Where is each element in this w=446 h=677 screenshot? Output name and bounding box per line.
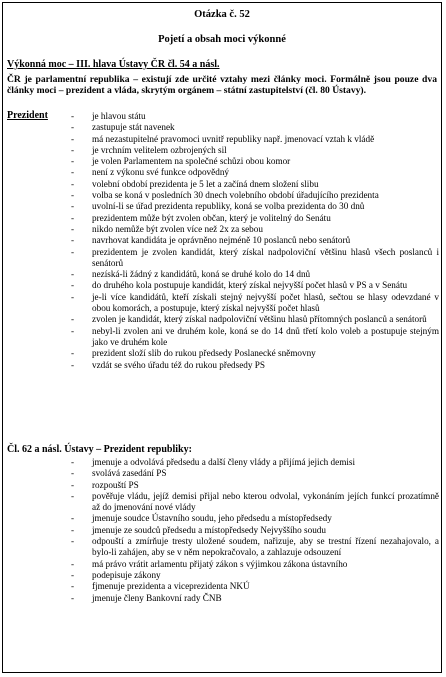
list-item-text: nikdo nemůže být zvolen více než 2x za sebou (92, 223, 263, 234)
bullet-dash: - (71, 111, 75, 121)
bullet-dash: - (71, 144, 75, 155)
list-item (3, 247, 443, 270)
bullet-dash: - (71, 178, 75, 189)
list-item-text: fjmenuje prezidenta a viceprezidenta NKÚ (92, 581, 250, 592)
bullet-dash: - (71, 536, 75, 547)
section-heading (7, 59, 220, 70)
list-item-text: zvolen je kandidát, který získal nadpoloviční většinu hlasů přítomných poslanců a senátorů (92, 314, 427, 325)
list-item-text: uvolní-li se úřad prezidenta republiky, koná se volba prezidenta do 30 dnů (92, 201, 365, 212)
list-item (3, 179, 443, 190)
list-item-text: vzdát se svého úřadu též do rukou předsedy PS (92, 359, 265, 370)
list-item-text: je hlavou státu (92, 111, 146, 121)
list-item-text: volba se koná v posledních 30 dnech volebního období úřadujícího prezidenta (92, 190, 379, 201)
list-item (3, 326, 443, 349)
list-item (3, 581, 443, 592)
list-item-text: prezident složí slib do rukou předsedy Poslanecké sněmovny (92, 348, 316, 359)
list-item-text: rozpouští PS (92, 479, 139, 490)
bullet-dash: - (71, 291, 75, 302)
president-label: Prezident (7, 110, 48, 121)
list-item-text: není z výkonu své funkce odpovědný (92, 167, 230, 178)
bullet-dash: - (71, 490, 75, 501)
bullet-dash: - (71, 569, 75, 580)
list-item (3, 167, 443, 178)
bullet-dash: - (71, 212, 75, 223)
bullet-dash: - (71, 479, 75, 490)
list-item-text: nebyl-li zvolen ani ve druhém kole, koná se do 14 dnů třetí kolo voleb a postupuje stejným jako ve druhém kole (92, 325, 439, 347)
bullet-dash: - (71, 201, 75, 212)
list-item-text: do druhého kola postupuje kandidát, který získal nejvyšší počet hlasů v PS a v Senátu (92, 280, 408, 291)
bullet-dash: - (71, 359, 75, 370)
bullet-dash: - (71, 156, 75, 167)
bullet-dash: - (71, 133, 75, 144)
list-item (3, 213, 443, 224)
section-heading-text: Výkonná moc – III. hlava Ústavy ČR čl. 54 a násl. (7, 59, 220, 70)
powers-list (3, 457, 443, 604)
bullet-dash: - (71, 235, 75, 246)
list-item-text: odpouští a zmírňuje tresty uložené soudem, nařizuje, aby se trestní řízení nezahajovalo, a bylo-li zahájen, aby se v něm nepokračovalo, a zahlazuje odsouzení (92, 536, 439, 558)
bullet-dash: - (71, 513, 75, 524)
bullet-dash: - (71, 223, 75, 234)
list-item-text: zastupuje stát navenek (92, 122, 175, 133)
list-item (3, 269, 443, 280)
list-item (3, 111, 443, 122)
list-item-text: jmenuje členy Bankovní rady ČNB (92, 592, 222, 603)
list-item-text: nezíská-li žádný z kandidátů, koná se druhé kolo do 14 dnů (92, 269, 311, 280)
question-number: Otázka č. 52 (194, 9, 250, 20)
list-item (3, 491, 443, 514)
president-list (3, 111, 443, 371)
bullet-dash: - (71, 314, 75, 325)
list-item (3, 593, 443, 604)
bullet-dash: - (71, 558, 75, 569)
list-item-text: navrhovat kandidáta je oprávněno nejméně 10 poslanců nebo senátorů (92, 235, 351, 246)
list-item (3, 457, 443, 468)
list-item (3, 201, 443, 212)
bullet-dash: - (71, 581, 75, 592)
bullet-dash: - (71, 269, 75, 280)
list-item (3, 156, 443, 167)
list-item (3, 559, 443, 570)
list-item (3, 513, 443, 524)
list-item (3, 292, 443, 315)
bullet-dash: - (71, 246, 75, 257)
bullet-dash: - (71, 592, 75, 603)
list-item-text: svolává zasedání PS (92, 468, 167, 479)
bullet-dash: - (71, 280, 75, 291)
list-item-text: jmenuje ze soudců předsedu a místopředsedy Nejvyššího soudu (92, 524, 326, 535)
bullet-dash: - (71, 348, 75, 359)
list-item (3, 468, 443, 479)
bullet-dash: - (71, 457, 75, 467)
topic-title: Pojetí a obsah moci výkonné (158, 34, 286, 45)
list-item-text: podepisuje zákony (92, 569, 161, 580)
list-item-text: jmenuje soudce Ústavního soudu, jeho předsedu a místopředsedy (92, 513, 332, 524)
powers-heading: Čl. 62 a násl. Ústavy – Prezident republiky: (7, 444, 192, 455)
list-item (3, 190, 443, 201)
bullet-dash: - (71, 524, 75, 535)
list-item-text: jmenuje a odvolává předsedu a další členy vlády a přijímá jejich demisi (92, 457, 356, 467)
list-item-text: prezidentem je zvolen kandidát, který získal nadpoloviční většinu hlasů všech poslanců i senátorů (92, 246, 439, 268)
list-item (3, 525, 443, 536)
list-item (3, 360, 443, 371)
list-item-text: je-li více kandidátů, kteří získali stejný nejvyšší počet hlasů, sečtou se hlasy odevzdané v obou komorách, a postupuje, který získal nejvyšší počet hlasů (92, 291, 439, 314)
list-item-text: je volen Parlamentem na společné schůzi obou komor (92, 156, 291, 167)
list-item-text: je vrchním velitelem ozbrojených sil (92, 144, 227, 155)
list-item (3, 134, 443, 145)
bullet-dash: - (71, 190, 75, 201)
bullet-dash: - (71, 325, 75, 336)
list-item-text: volební období prezidenta je 5 let a začíná dnem složení slibu (92, 178, 319, 189)
list-item (3, 570, 443, 581)
list-item-text: prezidentem může být zvolen občan, který je volitelný do Senátu (92, 212, 331, 223)
list-item (3, 348, 443, 359)
list-item (3, 224, 443, 235)
list-item-text: má nezastupitelné pravomoci uvnitř republiky např. jmenovací vztah k vládě (92, 133, 375, 144)
list-item (3, 145, 443, 156)
list-item (3, 314, 443, 325)
intro-paragraph: ČR je parlamentní republika – existují zde určité vztahy mezi články moci. Formálně jsou pouze dva články moci – prezident a vláda, skrytým orgánem – státní zastupitelství (čl. 80 Ústavy). (7, 74, 437, 96)
list-item (3, 122, 443, 133)
list-item-text: má právo vrátit arlamentu přijatý zákon s výjimkou zákona ústavního (92, 558, 348, 569)
list-item (3, 536, 443, 559)
bullet-dash: - (71, 468, 75, 479)
list-item-text: pověřuje vládu, jejíž demisi přijal nebo kterou odvolal, vykonáním jejích funkcí prozatímně až do jmenování nové vlády (92, 490, 439, 513)
list-item (3, 280, 443, 291)
bullet-dash: - (71, 167, 75, 178)
list-item (3, 235, 443, 246)
bullet-dash: - (71, 122, 75, 133)
document-page (2, 2, 442, 673)
list-item (3, 480, 443, 491)
